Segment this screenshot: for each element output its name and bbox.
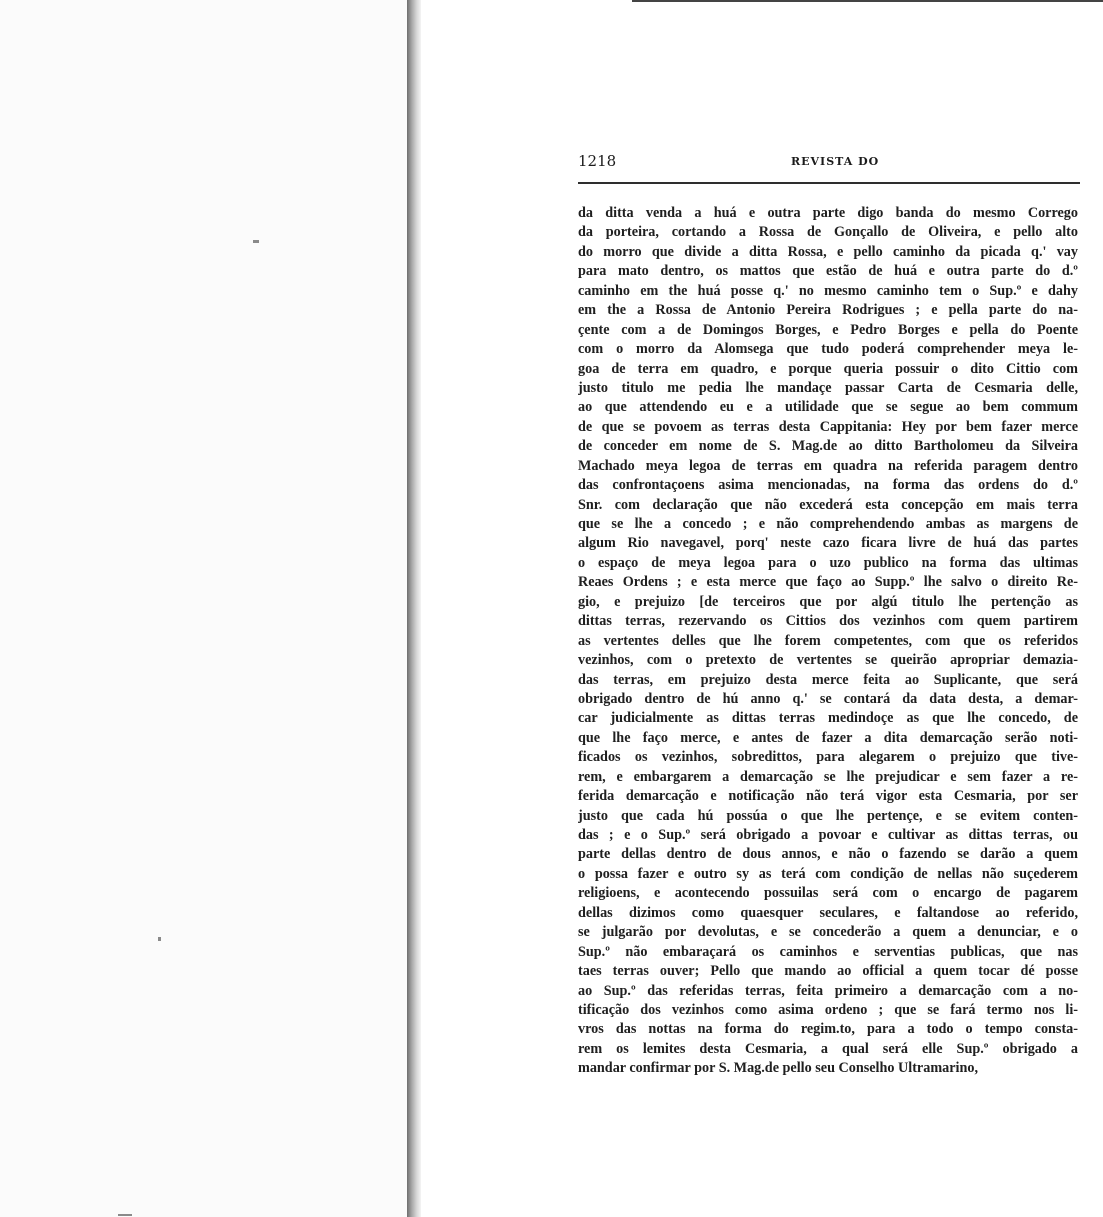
text-line: rem, e embargarem a demarcação se lhe prejudicar e sem fazer a re- (578, 768, 1078, 785)
book-gutter (407, 0, 421, 1217)
header-rule (578, 182, 1080, 184)
document-body (578, 204, 1078, 1079)
text-line: das confrontaçoens asima mencionadas, na forma das ordens do d.º (578, 477, 1078, 494)
text-line: das terras, em prejuizo desta merce feita ao Suplicante, que será (578, 671, 1078, 688)
text-line: vros das nottas na forma do regim.to, para a todo o tempo consta- (578, 1021, 1078, 1038)
text-line: das ; e o Sup.º será obrigado a povoar e cultivar as dittas terras, ou (578, 827, 1078, 843)
text-line: obrigado dentro de hú anno q.' se contará da data desta, a demar- (578, 690, 1078, 707)
text-line: Reaes Ordens ; e esta merce que faço ao Supp.º lhe salvo o direito Re- (578, 574, 1078, 591)
text-line: da porteira, cortando a Rossa de Gonçallo de Oliveira, e pello alto (578, 224, 1078, 241)
text-line: justo que cada hú possúa o que lhe pertençe, e se evitem conten- (578, 807, 1078, 824)
text-line: tificação dos vezinhos como asima ordeno ; que se fará termo nos li- (578, 1001, 1078, 1018)
text-line: gio, e prejuizo [de terceiros que por algú titulo lhe pertenção as (578, 593, 1078, 610)
page-speck (253, 240, 259, 243)
text-line: dellas dizimos como quaesquer seculares, e faltandose ao referido, (578, 904, 1078, 921)
text-line: Machado meya legoa de terras em quadra na referida paragem dentro (578, 457, 1078, 474)
text-line: o possa fazer e outro sy as terá com condição de nellas não suçederem (578, 865, 1078, 882)
text-line: de que se povoem as terras desta Cappitania: Hey por bem fazer merce (578, 418, 1078, 435)
text-line: que lhe faço merce, e antes de fazer a dita demarcação serão noti- (578, 729, 1078, 746)
text-line: car judicialmente as dittas terras medindoçe as que lhe concedo, de (578, 710, 1078, 727)
top-edge-line (632, 0, 1103, 2)
text-line: parte dellas dentro de dous annos, e não o fazendo se darão a quem (578, 846, 1078, 863)
text-line: justo titulo me pedia lhe mandaçe passar Carta de Cesmaria delle, (578, 379, 1078, 396)
text-line: se julgarão por devolutas, e se concederão a quem a denunciar, e o (578, 924, 1078, 941)
text-line: rem os lemites desta Cesmaria, a qual será elle Sup.º obrigado a (578, 1040, 1078, 1057)
text-line: em the a Rossa de Antonio Pereira Rodrigues ; e pella parte do na- (578, 302, 1078, 319)
text-line: dittas terras, rezervando os Cittios dos vezinhos com quem partirem (578, 613, 1078, 630)
text-line: ao que attendendo eu e a utilidade que se segue ao bem commum (578, 399, 1078, 416)
text-line: com o morro da Alomsega que tudo poderá comprehender meya le- (578, 341, 1078, 358)
text-line: de conceder em nome de S. Mag.de ao ditto Bartholomeu da Silveira (578, 438, 1078, 455)
text-line: vezinhos, com o pretexto de vertentes se queirão apropriar demazia- (578, 652, 1078, 669)
text-line: ferida demarcação e notificação não terá vigor esta Cesmaria, por ser (578, 788, 1078, 805)
page-header (578, 152, 1080, 174)
text-line: do morro que divide a ditta Rossa, e pello caminho da picada q.' vay (578, 243, 1078, 260)
text-line: algum Rio navegavel, porq' neste cazo ficara livre de huá das partes (578, 535, 1078, 552)
text-line: as vertentes delles que lhe forem competentes, com que os referidos (578, 632, 1078, 649)
text-line: o espaço de meya legoa para o uzo publico na forma das ultimas (578, 554, 1078, 571)
text-line: ao Sup.º das referidas terras, feita primeiro a demarcação com a no- (578, 982, 1078, 999)
text-line: religioens, e acontecendo possuilas será com o encargo de pagarem (578, 885, 1078, 902)
text-line: da ditta venda a huá e outra parte digo banda do mesmo Corrego (578, 205, 1078, 221)
page-speck (158, 937, 161, 941)
left-blank-page (0, 0, 407, 1217)
text-line: caminho em the huá posse q.' no mesmo caminho tem o Sup.º e dahy (578, 282, 1078, 299)
text-line: taes terras ouver; Pello que mando ao official a quem tocar dé posse (578, 963, 1078, 980)
text-line: que se lhe a concedo ; e não comprehendendo ambas as margens de (578, 516, 1078, 532)
text-line: para mato dentro, os mattos que estão de huá e outra parte do d.º (578, 263, 1078, 280)
page-number: 1218 (578, 152, 617, 170)
text-line: Sup.º não embaraçará os caminhos e serventias publicas, que nas (578, 943, 1078, 960)
text-line: ficados os vezinhos, sobredittos, para alegarem o prejuizo que tive- (578, 749, 1078, 766)
text-line: mandar confirmar por S. Mag.de pello seu Conselho Ultramarino, (578, 1060, 979, 1077)
text-line: çente com a de Domingos Borges, e Pedro Borges e pella do Poente (578, 321, 1078, 338)
running-head: REVISTA DO (791, 155, 880, 168)
text-line: goa de terra em quadro, e porque queria possuir o dito Cittio com (578, 360, 1078, 377)
text-line: Snr. com declaração que não excederá esta concepção em mais terra (578, 496, 1078, 513)
page-speck (118, 1214, 132, 1216)
